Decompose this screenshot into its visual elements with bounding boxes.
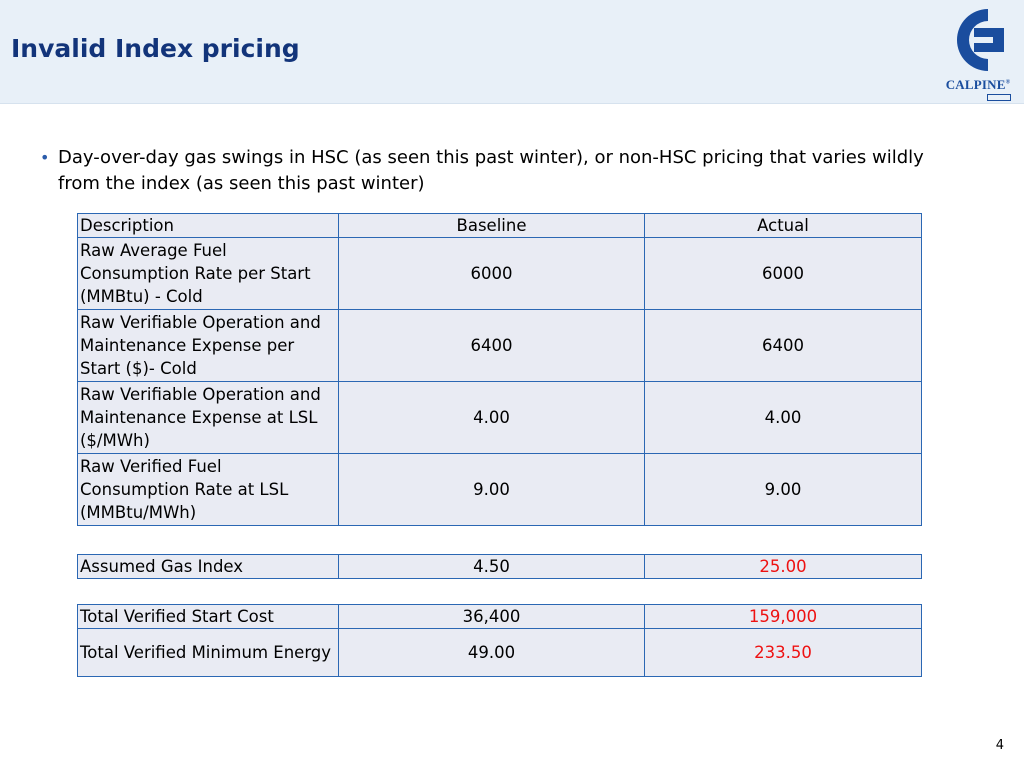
slide-header: [0, 0, 1024, 104]
row-description: Raw Verifiable Operation and Maintenance Expense per Start ($)- Cold: [78, 310, 339, 382]
gas-index-table: [77, 554, 922, 579]
row-baseline: 4.50: [339, 555, 645, 579]
header-actual: Actual: [645, 214, 922, 238]
pricing-table: [77, 213, 922, 526]
table-row: [78, 454, 922, 526]
row-description: Raw Verifiable Operation and Maintenance Expense at LSL ($/MWh): [78, 382, 339, 454]
table-row: [78, 310, 922, 382]
row-actual: 159,000: [645, 605, 922, 629]
table-header-row: [78, 214, 922, 238]
logo-subbox: [987, 94, 1011, 101]
table-row: [78, 629, 922, 677]
row-description: Assumed Gas Index: [78, 555, 339, 579]
row-actual: 233.50: [645, 629, 922, 677]
row-baseline: 9.00: [339, 454, 645, 526]
row-description: Total Verified Minimum Energy: [78, 629, 339, 677]
row-actual: 25.00: [645, 555, 922, 579]
table-row: [78, 382, 922, 454]
table-row: [78, 238, 922, 310]
bullet-text: Day-over-day gas swings in HSC (as seen this past winter), or non-HSC pricing that varies wildly from the index (as seen this past winter): [58, 147, 924, 194]
bullet-point: [40, 145, 940, 197]
bullet-icon: •: [40, 148, 50, 167]
row-description: Total Verified Start Cost: [78, 605, 339, 629]
header-baseline: Baseline: [339, 214, 645, 238]
row-baseline: 6000: [339, 238, 645, 310]
row-description: Raw Average Fuel Consumption Rate per Start (MMBtu) - Cold: [78, 238, 339, 310]
row-baseline: 36,400: [339, 605, 645, 629]
table-row: [78, 555, 922, 579]
row-actual: 4.00: [645, 382, 922, 454]
row-actual: 9.00: [645, 454, 922, 526]
calpine-c-icon: [938, 4, 1018, 76]
row-baseline: 6400: [339, 310, 645, 382]
header-description: Description: [78, 214, 339, 238]
row-description: Raw Verified Fuel Consumption Rate at LSL (MMBtu/MWh): [78, 454, 339, 526]
row-baseline: 4.00: [339, 382, 645, 454]
table-row: [78, 605, 922, 629]
row-baseline: 49.00: [339, 629, 645, 677]
row-actual: 6400: [645, 310, 922, 382]
slide-title: Invalid Index pricing: [11, 34, 300, 63]
row-actual: 6000: [645, 238, 922, 310]
calpine-logo: [938, 4, 1018, 100]
totals-table: [77, 604, 922, 677]
page-number: 4: [995, 738, 1004, 753]
logo-wordmark: CALPINE®: [945, 77, 1011, 92]
